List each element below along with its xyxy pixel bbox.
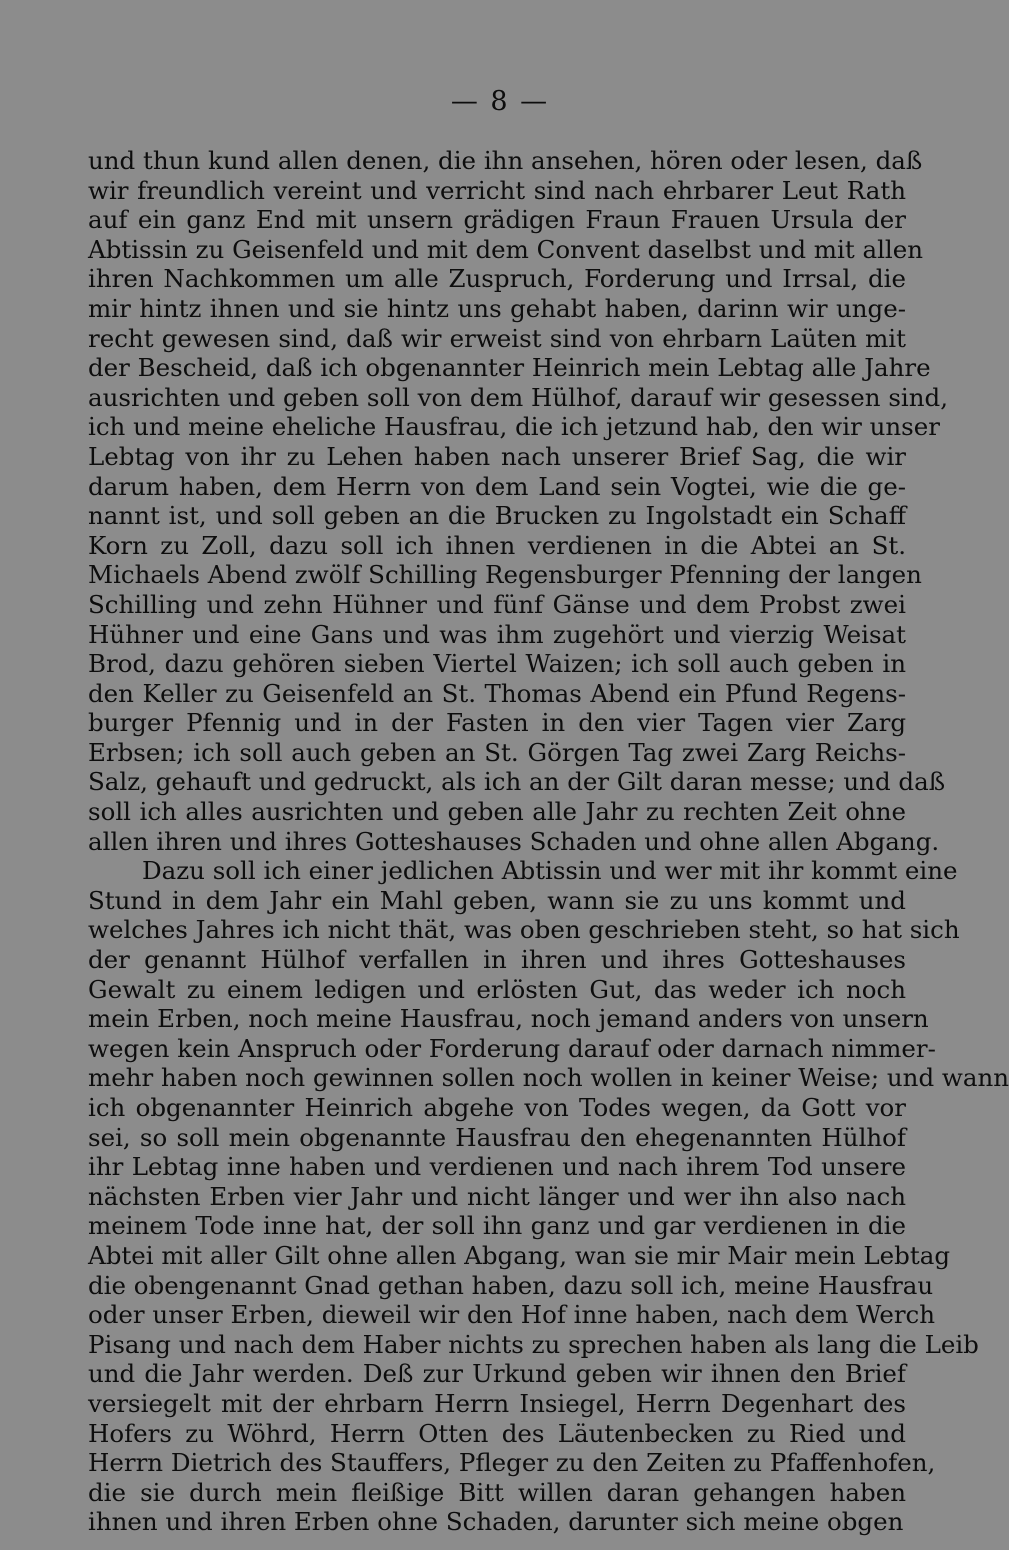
text-line: ihnen und ihren Erben ohne Schaden, darunter sich meine obgen (88, 1507, 904, 1537)
text-line: nächsten Erben vier Jahr und nicht länger und wer ihn also nach (88, 1181, 906, 1211)
paragraph (88, 856, 1009, 1537)
text-line: Abtissin zu Geisenfeld und mit dem Convent daselbst und mit allen (88, 234, 924, 264)
text-line: Dazu soll ich einer jedlichen Abtissin und wer mit ihr kommt eine (142, 856, 958, 886)
text-line: recht gewesen sind, daß wir erweist sind von ehrbarn Laüten mit (88, 323, 906, 353)
text-line: Salz, gehauft und gedruckt, als ich an der Gilt daran messe; und daß (88, 767, 946, 797)
text-line: Gewalt zu einem ledigen und erlösten Gut, das weder ich noch (88, 974, 906, 1004)
text-line: und die Jahr werden. Deß zur Urkund geben wir ihnen den Brief (88, 1359, 906, 1389)
text-line: Schilling und zehn Hühner und fünf Gänse und dem Probst zwei (88, 589, 906, 619)
text-line: Herrn Dietrich des Stauffers, Pfleger zu den Zeiten zu Pfaffenhofen, (88, 1448, 936, 1478)
text-line: soll ich alles ausrichten und geben alle Jahr zu rechten Zeit ohne (88, 797, 906, 827)
text-line: wir freundlich vereint und verricht sind nach ehrbarer Leut Rath (88, 175, 906, 205)
text-line: die obengenannt Gnad gethan haben, dazu soll ich, meine Hausfrau (88, 1270, 934, 1300)
text-line: allen ihren und ihres Gotteshauses Schaden und ohne allen Abgang. (88, 826, 940, 856)
text-line: oder unser Erben, dieweil wir den Hof inne haben, nach dem Werch (88, 1300, 936, 1330)
text-line: ihren Nachkommen um alle Zuspruch, Forderung und Irrsal, die (88, 264, 906, 294)
page-number: — 8 — (450, 86, 550, 117)
body-text (88, 146, 1009, 1537)
text-line: Stund in dem Jahr ein Mahl geben, wann sie zu uns kommt und (88, 885, 906, 915)
text-line: darum haben, dem Herrn von dem Land sein Vogtei, wie die ge- (88, 471, 906, 501)
text-line: mehr haben noch gewinnen sollen noch wollen in keiner Weise; und wann (88, 1063, 1009, 1093)
text-line: ihr Lebtag inne haben und verdienen und nach ihrem Tod unsere (88, 1152, 906, 1182)
text-line: ich obgenannter Heinrich abgehe von Todes wegen, da Gott vor (88, 1093, 906, 1122)
text-line: wegen kein Anspruch oder Forderung darauf oder darnach nimmer- (88, 1033, 936, 1063)
text-line: Brod, dazu gehören sieben Viertel Waizen; ich soll auch geben in (88, 649, 906, 679)
text-line: und thun kund allen denen, die ihn ansehen, hören oder lesen, daß (88, 146, 923, 175)
text-line: Lebtag von ihr zu Lehen haben nach unserer Brief Sag, die wir (88, 441, 906, 471)
text-line: die sie durch mein fleißige Bitt willen daran gehangen haben (88, 1477, 906, 1507)
text-line: Michaels Abend zwölf Schilling Regensburger Pfenning der langen (88, 560, 922, 590)
text-line: der Bescheid, daß ich obgenannter Heinrich mein Lebtag alle Jahre (88, 353, 931, 383)
text-line: nannt ist, und soll geben an die Brucken zu Ingolstadt ein Schaff (88, 501, 906, 531)
text-line: mein Erben, noch meine Hausfrau, noch jemand anders von unsern (88, 1004, 929, 1034)
text-line: welches Jahres ich nicht thät, was oben geschrieben steht, so hat sich (88, 915, 960, 945)
text-line: versiegelt mit der ehrbarn Herrn Insiegel, Herrn Degenhart des (88, 1388, 906, 1418)
text-line: ich und meine eheliche Hausfrau, die ich jetzund hab, den wir unser (88, 412, 940, 442)
text-line: Pisang und nach dem Haber nichts zu sprechen haben als lang die Leib (88, 1329, 979, 1359)
text-line: meinem Tode inne hat, der soll ihn ganz und gar verdienen in die (88, 1211, 906, 1241)
text-line: den Keller zu Geisenfeld an St. Thomas Abend ein Pfund Regens- (88, 678, 906, 708)
paragraph (88, 146, 948, 856)
text-line: der genannt Hülhof verfallen in ihren und ihres Gotteshauses (88, 945, 906, 975)
text-line: auf ein ganz End mit unsern grädigen Fraun Frauen Ursula der (88, 205, 906, 235)
text-line: Erbsen; ich soll auch geben an St. Görgen Tag zwei Zarg Reichs- (88, 737, 906, 767)
text-line: burger Pfennig und in der Fasten in den vier Tagen vier Zarg (88, 708, 906, 738)
text-line: Abtei mit aller Gilt ohne allen Abgang, wan sie mir Mair mein Lebtag (88, 1240, 950, 1270)
text-line: Hofers zu Wöhrd, Herrn Otten des Läutenbecken zu Ried und (88, 1418, 906, 1448)
text-line: mir hintz ihnen und sie hintz uns gehabt haben, darinn wir unge- (88, 293, 906, 323)
text-line: ausrichten und geben soll von dem Hülhof, darauf wir gesessen sind, (88, 382, 948, 412)
text-line: Korn zu Zoll, dazu soll ich ihnen verdienen in die Abtei an St. (88, 530, 906, 560)
text-line: sei, so soll mein obgenannte Hausfrau den ehegenannten Hülhof (88, 1122, 906, 1152)
text-line: Hühner und eine Gans und was ihm zugehört und vierzig Weisat (88, 619, 906, 649)
